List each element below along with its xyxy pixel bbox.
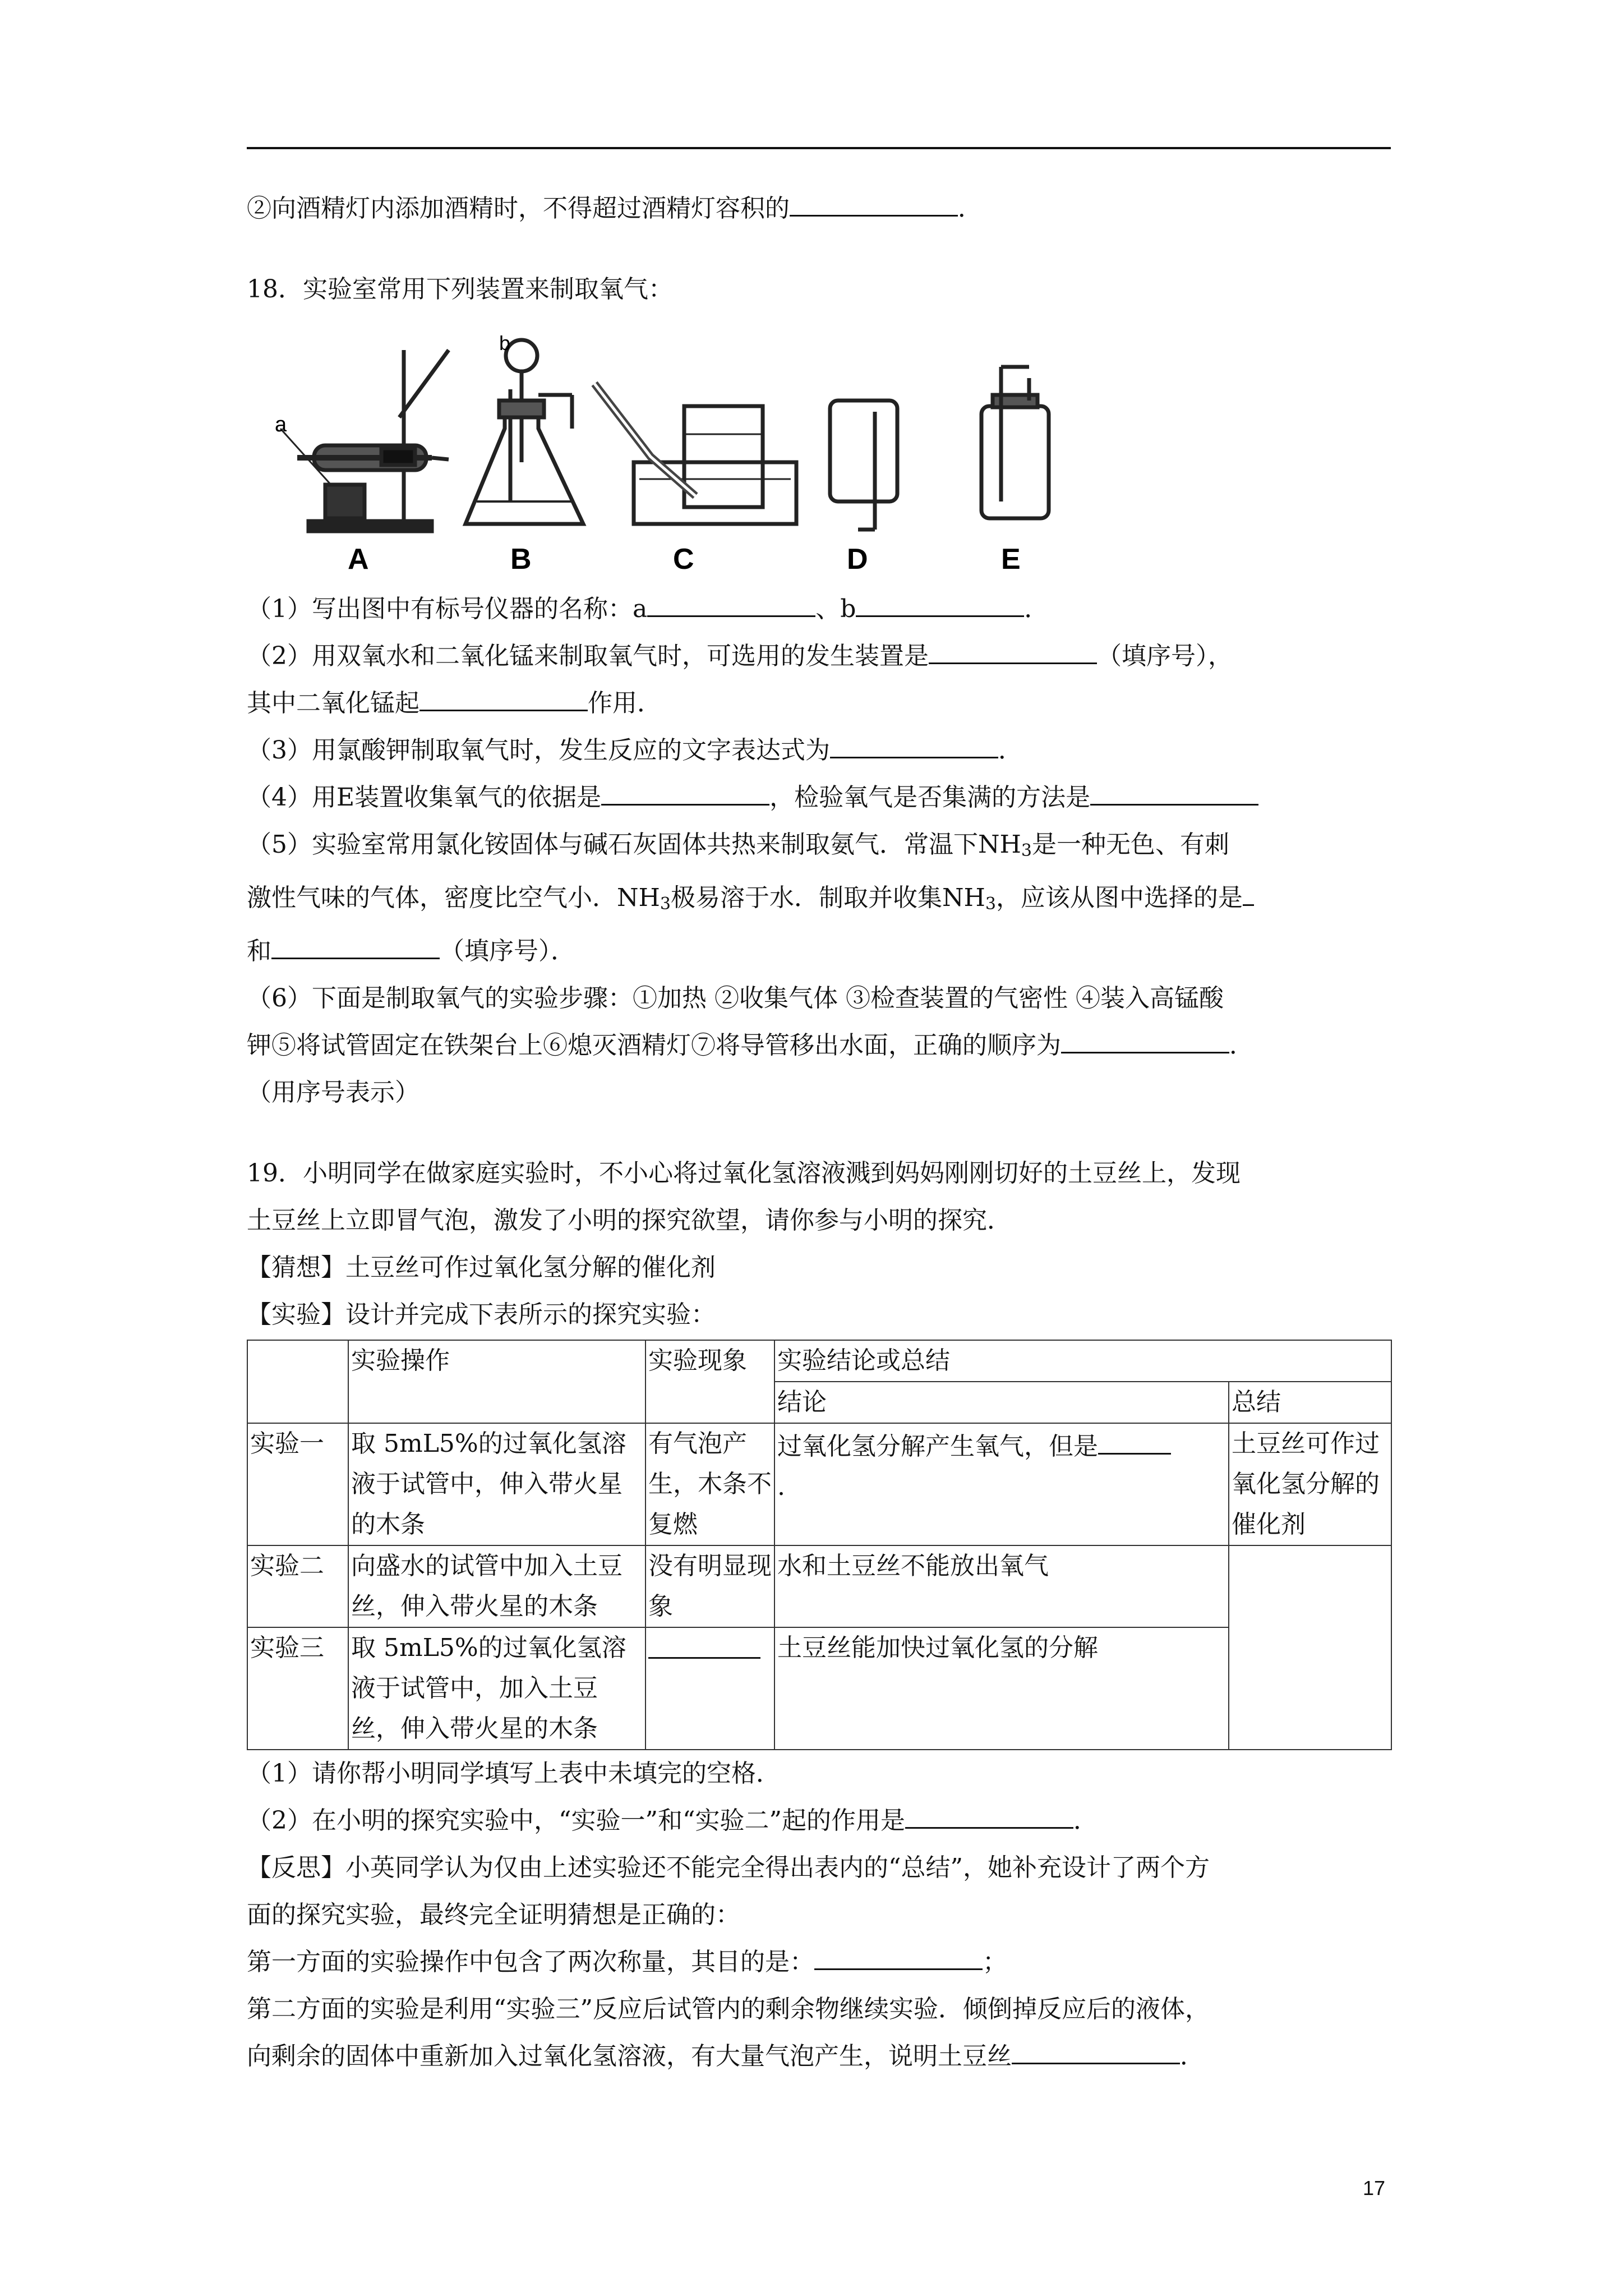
intro-line: ②向酒精灯内添加酒精时，不得超过酒精灯容积的 ． bbox=[247, 185, 1396, 232]
q18-part2: （2）用双氧水和二氧化锰来制取氧气时，可选用的发生装置是 （填序号）， bbox=[247, 633, 1396, 680]
table-header: 总结 bbox=[1229, 1382, 1391, 1423]
apparatus-c bbox=[594, 384, 796, 524]
q19-guess: 【猜想】土豆丝可作过氧化氢分解的催化剂 bbox=[247, 1253, 716, 1282]
page-content bbox=[247, 185, 1396, 2080]
table-cell bbox=[247, 1340, 348, 1423]
blank-b[interactable] bbox=[856, 586, 1024, 617]
blank-catalyst-role[interactable] bbox=[419, 680, 588, 711]
q18-part6a: （6）下面是制取氧气的实验步骤：①加热 ②收集气体 ③检查装置的气密性 ④装入高锰酸 bbox=[247, 984, 1224, 1013]
q19-second1: 第二方面的实验是利用“实验三”反应后试管内的剩余物继续实验．倾倒掉反应后的液体， bbox=[247, 1995, 1210, 2023]
label-b: b bbox=[499, 332, 511, 355]
q18-part4: （4）用E装置收集氧气的依据是 ，检验氧气是否集满的方法是 bbox=[247, 774, 1396, 821]
blank-table-conclusion[interactable] bbox=[1098, 1424, 1171, 1455]
table-cell: 水和土豆丝不能放出氧气 bbox=[774, 1545, 1229, 1627]
table-cell: 过氧化氢分解产生氧气，但是 . bbox=[774, 1423, 1229, 1545]
table-cell: 没有明显现象 bbox=[645, 1545, 774, 1627]
label-E: E bbox=[1001, 543, 1021, 576]
table-row bbox=[247, 1627, 1391, 1750]
answer-blank[interactable] bbox=[790, 186, 958, 217]
blank-conclusion[interactable] bbox=[1012, 2033, 1180, 2064]
table-cell bbox=[1229, 1545, 1391, 1750]
label-C: C bbox=[673, 543, 694, 576]
label-D: D bbox=[847, 543, 868, 576]
q18-part2b: 其中二氧化锰起 作用． bbox=[247, 680, 1396, 727]
header-rule bbox=[247, 147, 1391, 149]
q18-part5c: 和 （填序号）． bbox=[247, 928, 1396, 975]
table-cell: 向盛水的试管中加入土豆丝，伸入带火星的木条 bbox=[348, 1545, 645, 1627]
q19-experiment: 【实验】设计并完成下表所示的探究实验： bbox=[247, 1300, 716, 1329]
q18-part6c: （用序号表示） bbox=[247, 1078, 419, 1107]
q19-intro1: 19．小明同学在做家庭实验时，不小心将过氧化氢溶液溅到妈妈刚刚切好的土豆丝上，发现 bbox=[247, 1159, 1241, 1188]
blank-equation[interactable] bbox=[830, 728, 998, 758]
table-cell: 实验三 bbox=[247, 1627, 348, 1750]
blank-table-phenomenon[interactable] bbox=[648, 1628, 760, 1659]
table-row bbox=[247, 1545, 1391, 1627]
apparatus-b bbox=[465, 340, 583, 524]
table-cell: 取 5mL5%的过氧化氢溶液于试管中，加入土豆丝，伸入带火星的木条 bbox=[348, 1627, 645, 1750]
q19-intro2: 土豆丝上立即冒气泡，激发了小明的探究欲望，请你参与小明的探究． bbox=[247, 1206, 1012, 1235]
blank-a[interactable] bbox=[647, 586, 815, 617]
table-header: 实验结论或总结 bbox=[774, 1340, 1391, 1382]
page-number: 17 bbox=[1363, 2177, 1386, 2200]
label-a: a bbox=[275, 413, 287, 436]
q18-part1: （1）写出图中有标号仪器的名称：a 、b ． bbox=[247, 586, 1396, 633]
question-18-title: 18．实验室常用下列装置来制取氧气： bbox=[247, 275, 673, 303]
table-header: 结论 bbox=[774, 1382, 1229, 1423]
table-row bbox=[247, 1423, 1391, 1545]
blank-weighing-purpose[interactable] bbox=[814, 1939, 983, 1970]
q18-part3: （3）用氯酸钾制取氧气时，发生反应的文字表达式为 ． bbox=[247, 727, 1396, 774]
blank-method[interactable] bbox=[1090, 775, 1258, 806]
q18-part5b: 激性气味的气体，密度比空气小．$NH_3$极易溶于水．制取并收集$NH_3$，应该从图中选择的是 bbox=[247, 875, 1396, 928]
q19-part2: （2）在小明的探究实验中，“实验一”和“实验二”起的作用是 ． bbox=[247, 1797, 1396, 1844]
blank-nh3-collector[interactable] bbox=[271, 928, 440, 959]
q19-reflect1: 【反思】小英同学认为仅由上述实验还不能完全得出表内的“总结”，她补充设计了两个方 bbox=[247, 1853, 1210, 1882]
table-cell: 土豆丝可作过氧化氢分解的催化剂 bbox=[1229, 1423, 1391, 1545]
table-row bbox=[247, 1340, 1391, 1382]
apparatus-e bbox=[981, 367, 1049, 518]
table-cell bbox=[645, 1627, 774, 1750]
blank-nh3-generator[interactable] bbox=[1243, 875, 1254, 906]
table-cell: 土豆丝能加快过氧化氢的分解 bbox=[774, 1627, 1229, 1750]
q19-first: 第一方面的实验操作中包含了两次称量，其目的是： ； bbox=[247, 1939, 1396, 1986]
table-header: 实验操作 bbox=[348, 1340, 645, 1423]
label-B: B bbox=[510, 543, 532, 576]
table-cell: 取 5mL5%的过氧化氢溶液于试管中，伸入带火星的木条 bbox=[348, 1423, 645, 1545]
table-cell: 有气泡产生，木条不复燃 bbox=[645, 1423, 774, 1545]
apparatus-figure bbox=[247, 316, 1099, 586]
q18-part5a: （5）实验室常用氯化铵固体与碱石灰固体共热来制取氨气．常温下$NH_3$是一种无色、有刺 bbox=[247, 830, 1229, 861]
q19-part1: （1）请你帮小明同学填写上表中未填完的空格． bbox=[247, 1759, 781, 1788]
blank-order[interactable] bbox=[1061, 1023, 1229, 1053]
experiment-table bbox=[247, 1340, 1392, 1750]
label-A: A bbox=[348, 543, 369, 576]
q19-second2: 向剩余的固体中重新加入过氧化氢溶液，有大量气泡产生，说明土豆丝 ． bbox=[247, 2033, 1396, 2080]
apparatus-a bbox=[280, 350, 449, 531]
table-header: 实验现象 bbox=[645, 1340, 774, 1423]
table-cell: 实验二 bbox=[247, 1545, 348, 1627]
blank-basis[interactable] bbox=[601, 775, 769, 806]
blank-role[interactable] bbox=[905, 1798, 1073, 1829]
blank-generator[interactable] bbox=[929, 633, 1097, 664]
apparatus-d bbox=[830, 401, 897, 530]
q19-reflect2: 面的探究实验，最终完全证明猜想是正确的： bbox=[247, 1901, 740, 1929]
table-cell: 实验一 bbox=[247, 1423, 348, 1545]
q18-part6b: 钾⑤将试管固定在铁架台上⑥熄灭酒精灯⑦将导管移出水面，正确的顺序为 ． bbox=[247, 1022, 1396, 1069]
